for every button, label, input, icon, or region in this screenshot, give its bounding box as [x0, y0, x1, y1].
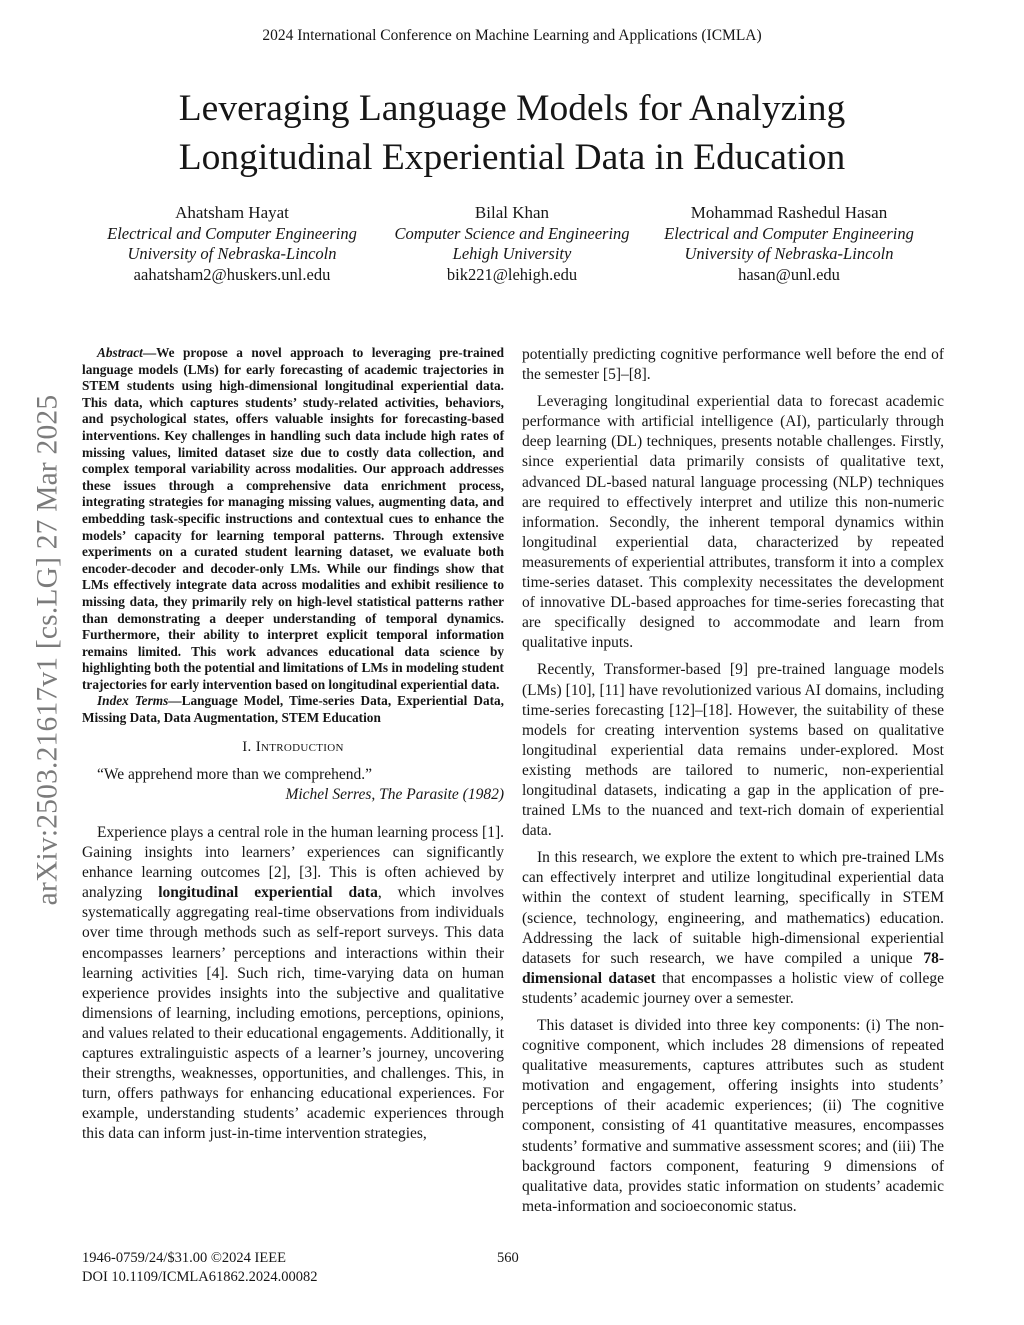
- index-terms-label: Index Terms: [97, 693, 169, 709]
- author-block-1: [97, 203, 367, 285]
- research-text-start: In this research, we explore the extent to which pre-trained LMs can effectively interpret and utilize longitudinal experiential data within the context of student learning, specifically in STEM (science, technology, engineering, and mathematics) education. Addressing the lack of suitable high-dimensional experiential datasets for such research, we have compiled a unique: [522, 849, 944, 967]
- author-email: bik221@lehigh.edu: [446, 264, 578, 284]
- intro-text-start: Experience plays a central role in the human learning process [1]. Gaining insights into learners’ experiences can significantly enhance learning outcomes [2], [3]. This is often achieved by analyzing: [82, 823, 504, 902]
- epigraph-source: Michel Serres, The Parasite (1982): [285, 785, 504, 803]
- title-line-2: Longitudinal Experiential Data in Education: [178, 137, 846, 178]
- author-affiliation: Lehigh University: [452, 244, 572, 263]
- section-title: Introduction: [255, 738, 344, 755]
- author-department: Electrical and Computer Engineering: [664, 223, 914, 243]
- arxiv-stamp-text: arXiv:2503.21617v1 [cs.LG] 27 Mar 2025: [31, 394, 64, 906]
- footer-issn: 1946-0759/24/$31.00 ©2024 IEEE: [82, 1250, 286, 1266]
- abstract-label: Abstract: [97, 345, 143, 360]
- paragraph-research: [522, 848, 944, 1009]
- research-text-end: that encompasses a holistic view of college students’ academic journey over a semester.: [522, 969, 944, 1007]
- intro-paragraph: [82, 823, 504, 1145]
- right-column: [522, 345, 944, 1217]
- section-heading: [82, 737, 504, 757]
- author-affiliation: University of Nebraska-Lincoln: [684, 244, 894, 263]
- paragraph-transformers: Recently, Transformer-based [9] pre-trained language models (LMs) [10], [11] have revolutionized various AI domains, including time-series forecasting [12]–[18]. However, the suitability of these models for creating intervention systems based on qualitative longitudinal experiential data remains under-explored. Most existing methods are tailored to numeric, non-experiential longitudinal datasets, indicating a gap in the application of pre-trained LMs to the nuanced and text-rich domain of experiential data.: [522, 661, 944, 840]
- author-department: Electrical and Computer Engineering: [107, 223, 357, 243]
- author-name: Bilal Khan: [474, 203, 550, 222]
- left-column: [82, 345, 504, 1144]
- epigraph-quote: “We apprehend more than we comprehend.”: [97, 765, 373, 783]
- abstract: Abstract—We propose a novel approach to leveraging pre-trained language models (LMs) for early forecasting of academic trajectories in STEM students using high-dimensional longitudinal experiential data. This data, which captures students’ study-related activities, behaviors, and psychological states, offers valuable insights for forecasting-based interventions. Key challenges in handling such data include high rates of missing values, limited dataset size due to costly data collection, and complex temporal variability across modalities. Our approach addresses these issues through a comprehensive data enrichment process, integrating strategies for managing missing values, augmenting data, and embedding task-specific instructions and contextual cues to enhance the models’ capacity for learning temporal patterns. Through extensive experiments on a curated student learning dataset, we evaluate both encoder-decoder and decoder-only LMs. While our findings show that LMs effectively integrate data across modalities and exhibit resilience to missing data, they primarily rely on high-level statistical patterns rather than demonstrating a deeper understanding of temporal dynamics. Furthermore, their ability to interpret explicit temporal information remains limited. This work advances educational data science by highlighting both the potential and limitations of LMs in modeling student trajectories for early intervention based on longitudinal experiential data.: [82, 345, 504, 692]
- title-line-1: Leveraging Language Models for Analyzing: [178, 88, 846, 129]
- intro-bold-term: longitudinal experiential data: [158, 884, 378, 902]
- conference-header: 2024 International Conference on Machine Learning and Applications (ICMLA): [262, 27, 762, 44]
- author-block-2: [377, 203, 647, 285]
- author-department: Computer Science and Engineering: [394, 223, 630, 243]
- paragraph-dataset: This dataset is divided into three key components: (i) The non-cognitive component, which includes 28 dimensions of repeated qualitative measurements, captures attributes such as student motivation and engagement, offering insights into students’ perceptions of their academic experiences; (ii) The cognitive component, consisting of 41 quantitative measures, encompasses students’ formative and summative assessment scores; and (iii) The background factors component, featuring 9 dimensions of qualitative data, provides static information on students’ academic meta-information and socioeconomic status.: [522, 1017, 944, 1215]
- section-number: I.: [242, 738, 252, 755]
- author-block-3: [654, 203, 924, 285]
- intro-text-end: , which involves systematically aggregating real-time observations from individuals over time through methods such as self-report surveys. This data encompasses learners’ perceptions and interactions within their learning activities [4]. Such rich, time-varying data on human experience provides insights into the subjective and qualitative dimensions of learning, including emotions, perceptions, opinions, and values related to their educational engagements. Additionally, it captures extralinguistic aspects of a learner’s journey, uncovering their strengths, weaknesses, opportunities, and challenges. This, in turn, offers pathways for enhancing educational experiences. For example, understanding students’ academic experiences through this data can inform just-in-time intervention strategies,: [82, 884, 504, 1143]
- footer-doi: DOI 10.1109/ICMLA61862.2024.00082: [82, 1269, 318, 1285]
- paragraph-challenges: Leveraging longitudinal experiential data to forecast academic performance with artificial intelligence (AI), particularly through deep learning (DL) techniques, presents notable challenges. Firstly, since experiential data primarily consists of qualitative text, advanced DL-based natural language processing (NLP) techniques are required to effectively interpret and utilize this non-numeric information. Secondly, the inherent temporal dynamics within longitudinal experiential data, characterized by repeated measurements of experiential attributes, transform it into a complex time-series dataset. This complexity necessitates the development of innovative DL-based approaches for time-series forecasting that are specifically designed to accommodate and learn from qualitative inputs.: [522, 393, 944, 652]
- paragraph-continued: potentially predicting cognitive performance well before the end of the semester [5]–[8].: [522, 346, 944, 384]
- paper-title: [60, 84, 964, 182]
- page-number: 560: [497, 1250, 519, 1266]
- index-terms: Index Terms—Language Model, Time-series Data, Experiential Data, Missing Data, Data Augmentation, STEM Education: [82, 693, 504, 726]
- author-email: hasan@unl.edu: [738, 264, 840, 284]
- author-name: Mohammad Rashedul Hasan: [690, 203, 888, 222]
- footer-copyright: [82, 1249, 317, 1287]
- index-terms-text: Language Model, Time-series Data, Experiential Data, Missing Data, Data Augmentation, STEM Education: [82, 693, 504, 726]
- abstract-text: We propose a novel approach to leveraging pre-trained language models (LMs) for early forecasting of academic trajectories in STEM students using high-dimensional longitudinal experiential data. This data, which captures students’ study-related activities, behaviors, and psychological states, offers valuable insights for forecasting-based interventions. Key challenges in handling such data include high rates of missing values, limited dataset size due to costly data collection, and complex temporal variability across modalities. Our approach addresses these issues through a comprehensive data enrichment process, integrating strategies for managing missing values, augmenting data, and embedding task-specific instructions and contextual cues to enhance the models’ capacity for learning temporal patterns. Through extensive experiments on a curated student learning dataset, we evaluate both encoder-decoder and decoder-only LMs. While our findings show that LMs effectively integrate data across modalities and exhibit resilience to missing data, they primarily rely on high-level statistical patterns rather than demonstrating a deeper understanding of temporal dynamics. Furthermore, their ability to interpret explicit temporal information remains limited. This work advances educational data science by highlighting both the potential and limitations of LMs in modeling student trajectories for early intervention based on longitudinal experiential data.: [82, 345, 504, 692]
- author-affiliation: University of Nebraska-Lincoln: [127, 244, 337, 263]
- author-name: Ahatsham Hayat: [175, 203, 289, 222]
- research-bold-term: 78-dimensional dataset: [522, 949, 944, 987]
- author-email: aahatsham2@huskers.unl.edu: [133, 264, 331, 284]
